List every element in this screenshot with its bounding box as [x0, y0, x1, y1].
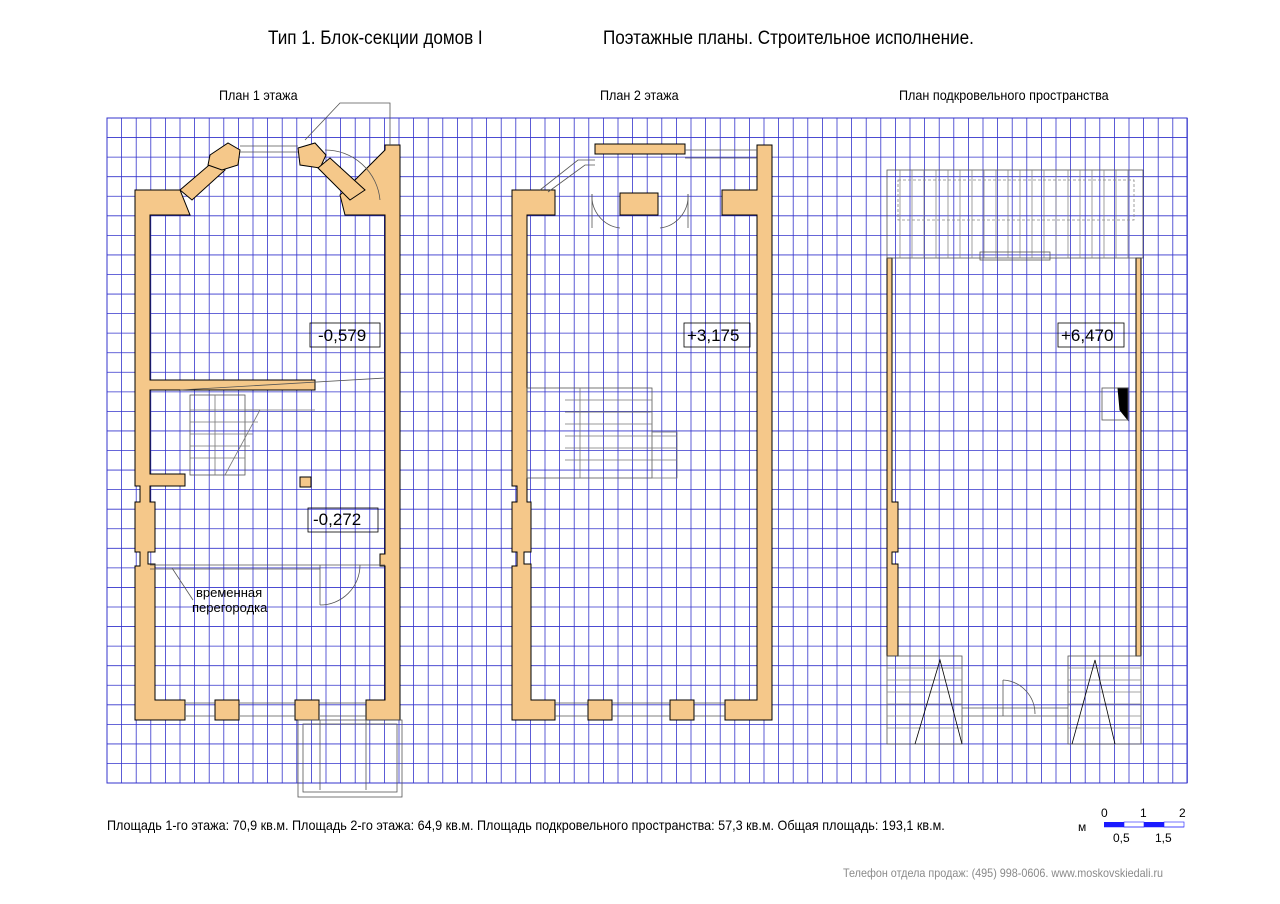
plan-2-beam: [595, 144, 685, 154]
scale-label-1: 1: [1140, 806, 1147, 820]
plan-1-bay-pier-left: [208, 143, 240, 170]
sheet-title-left: Тип 1. Блок-секции домов I: [268, 28, 483, 49]
plan-3-caption: План подкровельного пространства: [899, 87, 1109, 103]
plan-1-level-lower: -0,272: [313, 510, 362, 529]
scale-bar: [1078, 806, 1186, 845]
scale-label-0: 0: [1101, 806, 1108, 820]
plan-3-left-wall: [887, 258, 898, 656]
grid: [107, 118, 1187, 783]
plan-1-level-upper: -0,579: [318, 326, 367, 345]
plan-3-right-wall: [1136, 258, 1141, 656]
plan-3: [887, 170, 1143, 744]
partition-note-line1: временная: [196, 585, 263, 600]
plan-2-pier: [620, 193, 658, 215]
sheet-title-right: Поэтажные планы. Строительное исполнение.: [603, 28, 974, 49]
plan-2-pier: [670, 700, 694, 720]
scale-label-1-5: 1,5: [1155, 831, 1172, 845]
plan-1-left-wall: [135, 190, 315, 720]
plan-2-left-wall: [512, 190, 555, 720]
plan-2-caption: План 2 этажа: [600, 87, 679, 103]
scale-label-0-5: 0,5: [1113, 831, 1130, 845]
plan-1-pier: [215, 700, 239, 720]
partition-note-line2: перегородка: [192, 600, 268, 615]
scale-unit: м: [1078, 820, 1087, 834]
plan-3-chimney: [1118, 388, 1128, 420]
plan-1: [135, 103, 402, 797]
plan-1-caption: План 1 этажа: [219, 87, 298, 103]
plan-2-level: +3,175: [687, 326, 740, 345]
plan-1-column: [300, 477, 311, 487]
plan-3-level: +6,470: [1061, 326, 1114, 345]
plan-2-right-wall: [722, 145, 772, 720]
sales-phone: Телефон отдела продаж: (495) 998-0606. www.moskovskiedali.ru: [843, 866, 1164, 880]
plan-2: [512, 144, 772, 720]
area-summary: Площадь 1-го этажа: 70,9 кв.м. Площадь 2-го этажа: 64,9 кв.м. Площадь подкровельного пространства: 57,3 кв.м. Общая площадь: 193,1 кв.м.: [107, 817, 945, 833]
scale-label-2: 2: [1179, 806, 1186, 820]
plan-2-pier: [588, 700, 612, 720]
plan-1-pier: [295, 700, 319, 720]
